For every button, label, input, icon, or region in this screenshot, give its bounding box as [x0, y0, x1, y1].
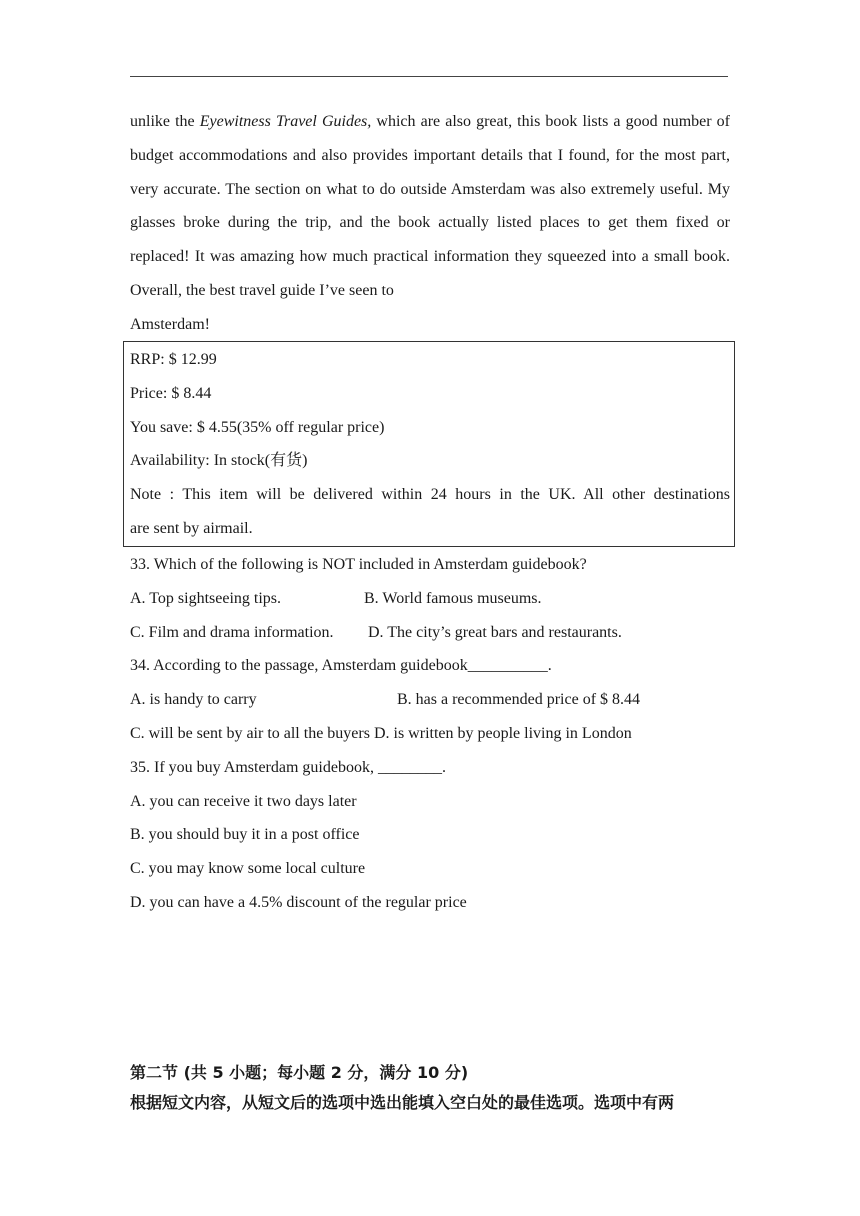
q33-option-d: D. The city’s great bars and restaurants. [368, 623, 622, 641]
price-text: Price: $ 8.44 [130, 384, 212, 402]
section-two-heading: 第二节 (共 5 小题；每小题 2 分，满分 10 分) [130, 1063, 469, 1082]
passage-last-line: Amsterdam! [130, 315, 210, 333]
section-two-instruction: 根据短文内容，从短文后的选项中选出能填入空白处的最佳选项。选项中有两 [130, 1093, 675, 1112]
q33-option-a: A. Top sightseeing tips. [130, 589, 282, 607]
q34-option-a: A. is handy to carry [130, 691, 257, 709]
q35-option-b: B. you should buy it in a post office [130, 826, 360, 844]
passage-intro: unlike the [130, 113, 200, 130]
q33-option-b: B. World famous museums. [364, 589, 542, 607]
note-line-1: Note : This item will be delivered within 24 hours in the UK. All other destinations [130, 486, 730, 504]
passage-italic-title: Eyewitness Travel Guides, [199, 113, 372, 130]
passage-body: which are also great, this book lists a good number of budget accommodations and also provides important details that I found, for the most part, very accurate. The section on what to do outside Amsterdam was also extremely useful. My glasses broke during the trip, and the book actually listed places to get them fixed or replaced! It was amazing how much practical information they squeezed into a small book. Overall, the best travel guide I’ve seen to [130, 113, 731, 299]
q34-option-b: B. has a recommended price of $ 8.44 [397, 691, 641, 709]
q34-options-cd: C. will be sent by air to all the buyers D. is written by people living in London [130, 724, 632, 742]
section-two [130, 1058, 730, 1118]
save-text: You save: $ 4.55(35% off regular price) [130, 418, 385, 436]
q35-stem: 35. If you buy Amsterdam guidebook, ________. [130, 758, 446, 776]
q33-option-c: C. Film and drama information. [130, 623, 334, 641]
q35-option-a: A. you can receive it two days later [130, 792, 357, 810]
q33-options-ab [130, 582, 750, 616]
q35-option-c: C. you may know some local culture [130, 860, 366, 878]
review-passage [130, 105, 730, 342]
questions [130, 548, 750, 920]
q33-stem: 33. Which of the following is NOT included in Amsterdam guidebook? [130, 556, 587, 573]
rrp-text: RRP: $ 12.99 [130, 351, 217, 368]
q34-stem: 34. According to the passage, Amsterdam guidebook__________. [130, 657, 552, 675]
q34-options-ab [130, 683, 750, 717]
q35-option-d: D. you can have a 4.5% discount of the regular price [130, 893, 467, 911]
availability-text: Availability: In stock(有货) [130, 452, 308, 470]
price-box [123, 341, 735, 547]
header-rule [130, 76, 728, 77]
q33-options-cd [130, 616, 750, 650]
note-line-2: are sent by airmail. [130, 519, 253, 537]
